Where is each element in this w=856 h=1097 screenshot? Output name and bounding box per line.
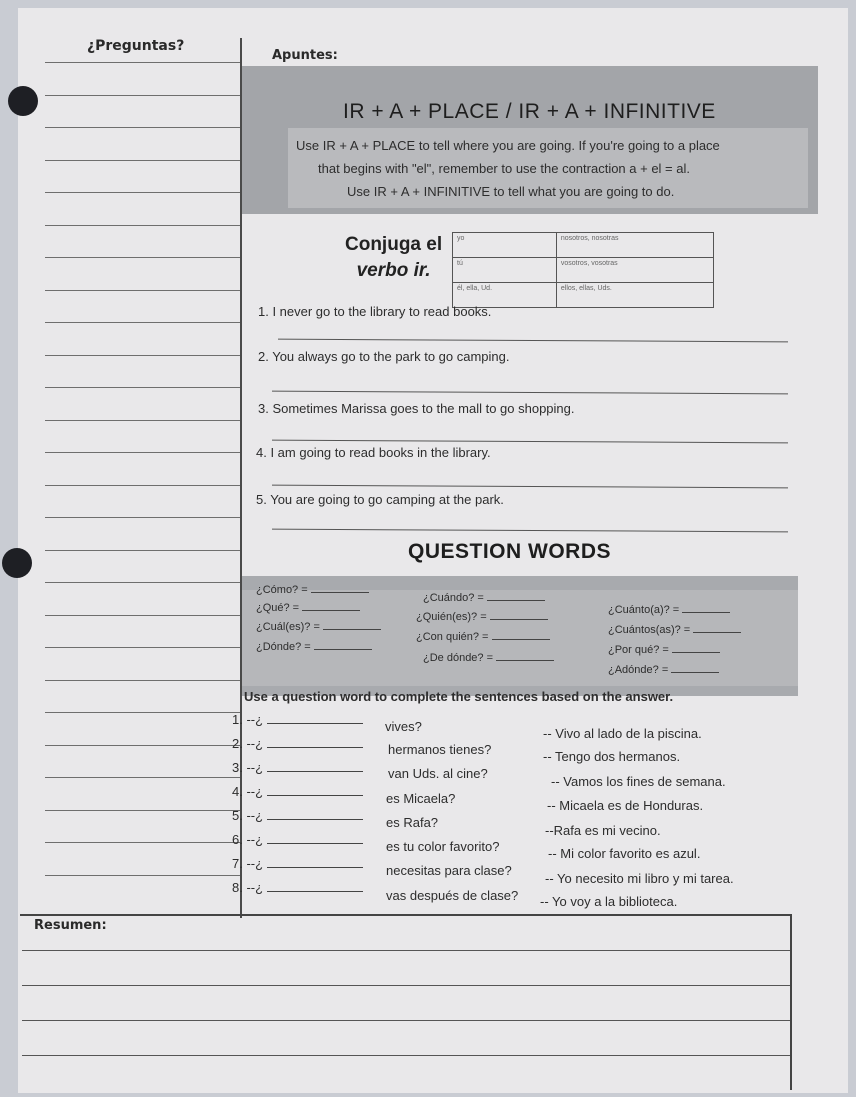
sentence-question: es Rafa? [386, 815, 439, 830]
sentence-question: es tu color favorito? [386, 839, 500, 854]
summary-line[interactable] [22, 950, 792, 951]
qword: ¿Cuánto(a)? = [608, 602, 730, 616]
exercise-item: 1. I never go to the library to read books. [258, 304, 492, 319]
resumen-label: Resumen: [34, 918, 107, 933]
apuntes-label: Apuntes: [272, 48, 338, 63]
conjugate-label: Conjuga el verbo ir. [345, 234, 443, 281]
sentence-item: 7. --¿ [232, 856, 363, 871]
conjugation-table: yo nosotros, nosotras tú vosotros, vosotras él, ella, Ud. ellos, ellas, Uds. [452, 232, 714, 308]
sentence-item: 8. --¿ [232, 880, 363, 895]
sentence-answer: -- Yo voy a la biblioteca. [540, 894, 678, 909]
exercise-item: 2. You always go to the park to go camping. [258, 349, 510, 364]
binder-hole [2, 548, 32, 578]
instructions: Use a question word to complete the sentences based on the answer. [244, 689, 674, 704]
qword: ¿Dónde? = [256, 639, 372, 653]
sentence-answer: -- Tengo dos hermanos. [543, 749, 681, 764]
sentence-answer: -- Mi color favorito es azul. [548, 846, 701, 861]
sentence-answer: -- Vamos los fines de semana. [551, 774, 726, 789]
exercise-item: 3. Sometimes Marissa goes to the mall to go shopping. [258, 401, 575, 416]
sentence-answer: -- Micaela es de Honduras. [547, 798, 704, 813]
question-words-title: QUESTION WORDS [408, 540, 612, 563]
sentence-question: van Uds. al cine? [388, 766, 488, 781]
qword: ¿De dónde? = [423, 650, 554, 664]
qword: ¿Quién(es)? = [416, 609, 548, 623]
binder-hole [8, 86, 38, 116]
preguntas-label: ¿Preguntas? [87, 38, 185, 54]
sentence-item: 5. --¿ [232, 808, 363, 823]
summary-line[interactable] [22, 985, 792, 986]
sentence-answer: -- Vivo al lado de la piscina. [543, 726, 702, 741]
qword: ¿Cuándo? = [423, 590, 545, 604]
qword: ¿Con quién? = [416, 629, 550, 643]
ir-a-rule-1: Use IR + A + PLACE to tell where you are going. If you're going to a place [296, 138, 720, 153]
exercise-item: 4. I am going to read books in the library. [256, 445, 491, 460]
qword: ¿Cuál(es)? = [256, 619, 381, 633]
exercise-item: 5. You are going to go camping at the park. [256, 492, 504, 507]
ir-a-title: IR + A + PLACE / IR + A + INFINITIVE [343, 100, 716, 123]
qword: ¿Por qué? = [608, 642, 720, 656]
sentence-question: necesitas para clase? [386, 863, 512, 878]
sentence-answer: --Rafa es mi vecino. [545, 823, 661, 838]
sentence-item: 1. --¿ [232, 712, 363, 727]
sentence-answer: -- Yo necesito mi libro y mi tarea. [545, 871, 734, 886]
qword: ¿Cómo? = [256, 582, 369, 596]
qword: ¿Cuántos(as)? = [608, 622, 741, 636]
sentence-item: 4. --¿ [232, 784, 363, 799]
ir-a-rule-2: that begins with "el", remember to use the contraction a + el = al. [318, 161, 690, 176]
sentence-question: vives? [385, 719, 422, 734]
summary-line[interactable] [22, 1020, 792, 1021]
sentence-item: 6. --¿ [232, 832, 363, 847]
sentence-item: 2. --¿ [232, 736, 363, 751]
ir-a-rule-3: Use IR + A + INFINITIVE to tell what you are going to do. [347, 184, 675, 199]
sentence-question: hermanos tienes? [388, 742, 492, 757]
qword: ¿Adónde? = [608, 662, 719, 676]
sentence-question: vas después de clase? [386, 888, 519, 903]
summary-line[interactable] [22, 1055, 792, 1056]
sentence-item: 3. --¿ [232, 760, 363, 775]
sentence-question: es Micaela? [386, 791, 456, 806]
qword: ¿Qué? = [256, 600, 360, 614]
